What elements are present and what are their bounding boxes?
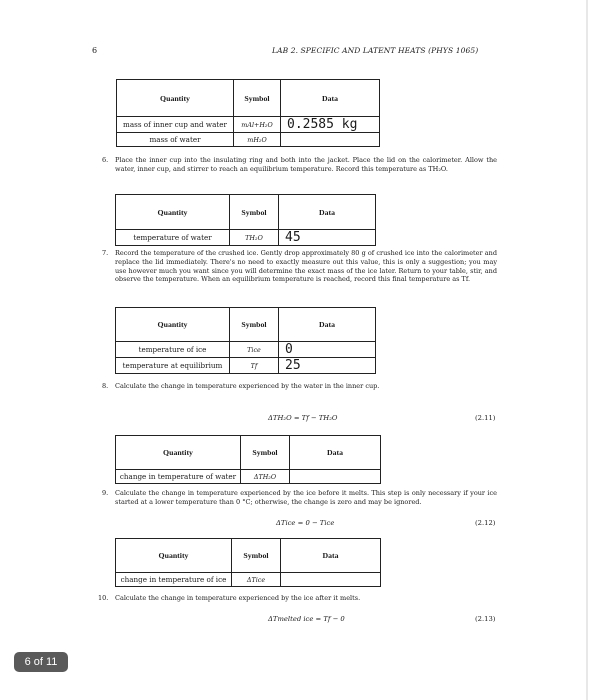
- col-header-quantity: Quantity: [116, 539, 232, 573]
- cell-data: [281, 573, 381, 587]
- col-header-data: Data: [281, 80, 380, 117]
- col-header-symbol: Symbol: [230, 195, 279, 230]
- table-row: [116, 342, 376, 358]
- table-mass: [116, 79, 380, 147]
- table-row: [116, 230, 376, 246]
- cell-data-handwritten: [281, 133, 380, 147]
- table-water-change: [115, 435, 381, 484]
- step-number: 9.: [102, 489, 109, 497]
- step-text: Calculate the change in temperature experienced by the ice after it melts.: [115, 594, 361, 602]
- cell-data-handwritten: 0.2585 kg: [281, 117, 380, 133]
- cell-quantity: mass of inner cup and water: [117, 117, 234, 133]
- page-number: 6: [92, 46, 98, 55]
- col-header-data: Data: [290, 436, 381, 470]
- step-6: [102, 156, 497, 174]
- cell-data-handwritten: 25: [279, 358, 376, 374]
- equation-number: (2.12): [475, 519, 496, 527]
- step-8: [102, 382, 497, 391]
- step-number: 7.: [102, 249, 109, 257]
- table-ice-change: [115, 538, 381, 587]
- cell-symbol: mAl+H₂O: [234, 117, 281, 133]
- cell-symbol: mH₂O: [234, 133, 281, 147]
- table-row: [116, 573, 381, 587]
- col-header-symbol: Symbol: [230, 308, 279, 342]
- col-header-data: Data: [281, 539, 381, 573]
- table-row: [116, 358, 376, 374]
- equation-2-13: ΔTmelted ice = Tf − 0: [268, 615, 345, 623]
- step-text: Record the temperature of the crushed ice. Gently drop approximately 80 g of crushed ice into the calorimeter and replace the lid immediately. There's no need to exactly measure out this value, this is only a suggestion; you may use however much you want since you will determine the exact mass of the ice later. Return to your table, stir, and observe the temperature. When an equilibrium temperature is reached, record this final temperature as Tf.: [115, 249, 497, 284]
- col-header-symbol: Symbol: [232, 539, 281, 573]
- cell-symbol: Tf: [230, 358, 279, 374]
- cell-quantity: change in temperature of ice: [116, 573, 232, 587]
- table-row: [117, 117, 380, 133]
- cell-symbol: TH₂O: [230, 230, 279, 246]
- table-ice-temperature: [115, 307, 376, 374]
- cell-quantity: change in temperature of water: [116, 470, 241, 484]
- cell-symbol: ΔTH₂O: [241, 470, 290, 484]
- col-header-quantity: Quantity: [116, 308, 230, 342]
- col-header-symbol: Symbol: [241, 436, 290, 470]
- col-header-symbol: Symbol: [234, 80, 281, 117]
- col-header-quantity: Quantity: [116, 195, 230, 230]
- step-number: 6.: [102, 156, 109, 164]
- cell-quantity: temperature of water: [116, 230, 230, 246]
- cell-quantity: mass of water: [117, 133, 234, 147]
- table-row: [116, 470, 381, 484]
- step-text: Calculate the change in temperature experienced by the ice before it melts. This step is only necessary if your ice started at a lower temperature than 0 °C; otherwise, the change is zero and may be ignored.: [115, 489, 497, 506]
- page-edge-divider: [586, 0, 588, 700]
- running-title: LAB 2. SPECIFIC AND LATENT HEATS (PHYS 1065): [272, 46, 479, 55]
- cell-symbol: ΔTice: [232, 573, 281, 587]
- page-indicator-badge[interactable]: 6 of 11: [14, 652, 68, 672]
- step-9: [102, 489, 497, 507]
- col-header-data: Data: [279, 195, 376, 230]
- step-7: [102, 249, 497, 284]
- cell-quantity: temperature at equilibrium: [116, 358, 230, 374]
- col-header-quantity: Quantity: [117, 80, 234, 117]
- equation-number: (2.11): [475, 414, 496, 422]
- step-number: 8.: [102, 382, 109, 390]
- cell-quantity: temperature of ice: [116, 342, 230, 358]
- cell-data-handwritten: 45: [279, 230, 376, 246]
- step-number: 10.: [98, 594, 109, 602]
- step-text: Calculate the change in temperature experienced by the water in the inner cup.: [115, 382, 380, 390]
- cell-symbol: Tice: [230, 342, 279, 358]
- col-header-data: Data: [279, 308, 376, 342]
- col-header-quantity: Quantity: [116, 436, 241, 470]
- cell-data-handwritten: 0: [279, 342, 376, 358]
- cell-data: [290, 470, 381, 484]
- step-text: Place the inner cup into the insulating ring and both into the jacket. Place the lid on the calorimeter. Allow the water, inner cup, and stirrer to reach an equilibrium temperature. Record this temperature as TH₂O.: [115, 156, 497, 173]
- equation-number: (2.13): [475, 615, 496, 623]
- equation-2-12: ΔTice = 0 − Tice: [276, 519, 335, 527]
- equation-2-11: ΔTH₂O = Tf − TH₂O: [268, 414, 338, 422]
- step-10: [98, 594, 497, 603]
- table-water-temperature: [115, 194, 376, 246]
- table-row: [117, 133, 380, 147]
